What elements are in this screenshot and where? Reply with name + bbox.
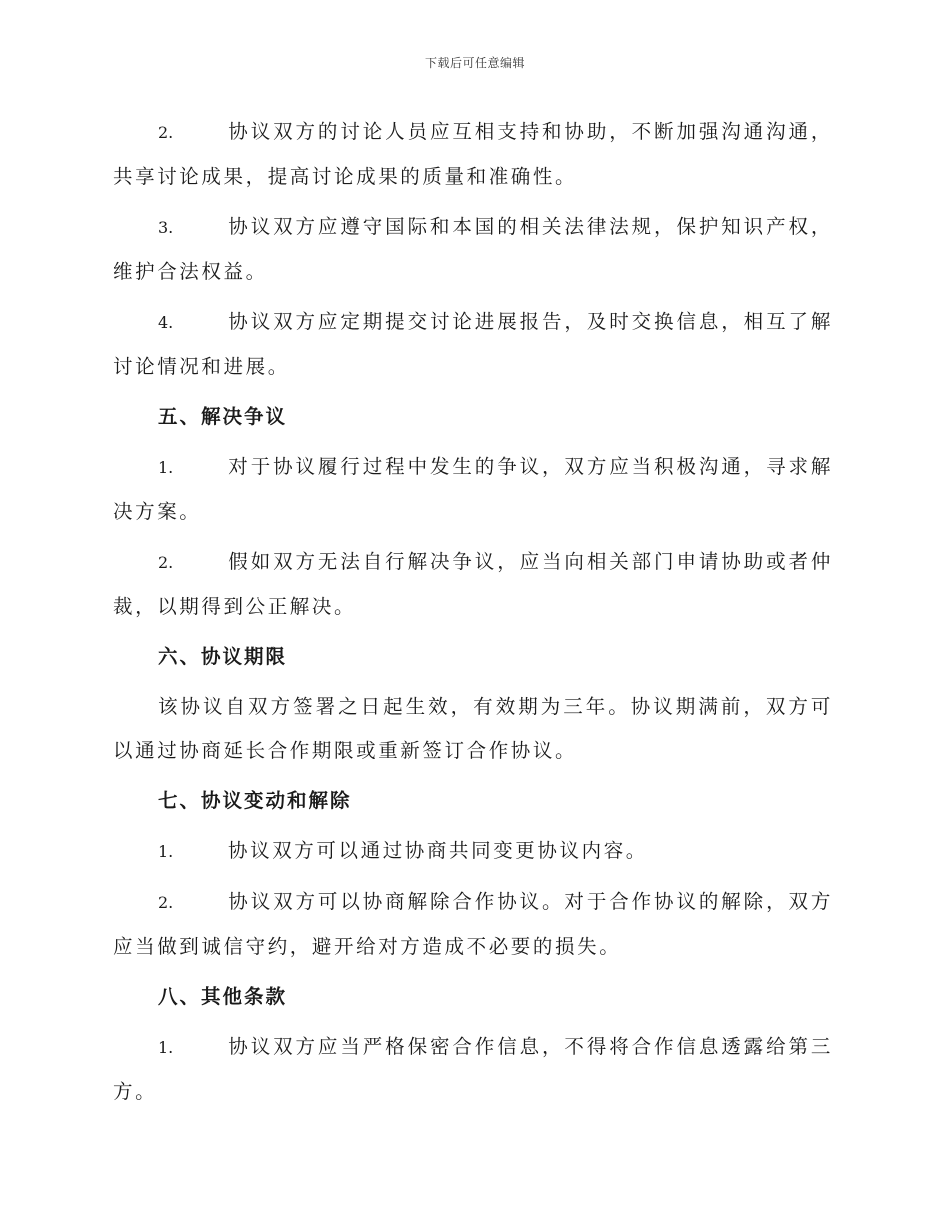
clause-number: 1. xyxy=(158,842,174,861)
clause-4-4 xyxy=(113,300,833,389)
section-heading-8: 八、其他条款 xyxy=(158,985,288,1008)
clause-number: 2. xyxy=(158,553,174,572)
clause-text: 协议双方应定期提交讨论进展报告，及时交换信息，相互了解讨论情况和进展。 xyxy=(113,310,833,378)
clause-5-1 xyxy=(113,445,833,534)
clause-text: 协议双方的讨论人员应互相支持和协助，不断加强沟通沟通，共享讨论成果，提高讨论成果的质量和准确性。 xyxy=(113,120,833,188)
header-note: 下载后可任意编辑 xyxy=(424,56,525,70)
clause-text: 协议双方应当严格保密合作信息，不得将合作信息透露给第三方。 xyxy=(113,1035,833,1103)
clause-text: 协议双方可以通过协商共同变更协议内容。 xyxy=(228,839,648,862)
clause-4-2 xyxy=(113,110,833,199)
clause-number: 2. xyxy=(158,123,174,142)
clause-number: 1. xyxy=(158,1038,174,1057)
section-heading-7: 七、协议变动和解除 xyxy=(158,789,352,812)
section-heading-6: 六、协议期限 xyxy=(158,645,288,668)
clause-number: 2. xyxy=(158,893,174,912)
clause-7-1 xyxy=(113,829,833,874)
clause-5-2 xyxy=(113,540,833,629)
clause-number: 4. xyxy=(158,313,174,332)
document-body xyxy=(113,110,833,1114)
clause-number: 3. xyxy=(158,218,174,237)
clause-6-text: 该协议自双方签署之日起生效，有效期为三年。协议期满前，双方可以通过协商延长合作期限或重新签订合作协议。 xyxy=(113,695,833,762)
clause-text: 对于协议履行过程中发生的争议，双方应当积极沟通，寻求解决方案。 xyxy=(113,455,833,523)
clause-text: 假如双方无法自行解决争议，应当向相关部门申请协助或者仲裁，以期得到公正解决。 xyxy=(113,550,833,618)
clause-8-1 xyxy=(113,1025,833,1114)
clause-number: 1. xyxy=(158,458,174,477)
clause-text: 协议双方应遵守国际和本国的相关法律法规，保护知识产权，维护合法权益。 xyxy=(113,215,833,283)
clause-7-2 xyxy=(113,880,833,969)
clause-4-3 xyxy=(113,205,833,294)
clause-text: 协议双方可以协商解除合作协议。对于合作协议的解除，双方应当做到诚信守约，避开给对方造成不必要的损失。 xyxy=(113,890,833,958)
section-heading-5: 五、解决争议 xyxy=(158,405,288,428)
